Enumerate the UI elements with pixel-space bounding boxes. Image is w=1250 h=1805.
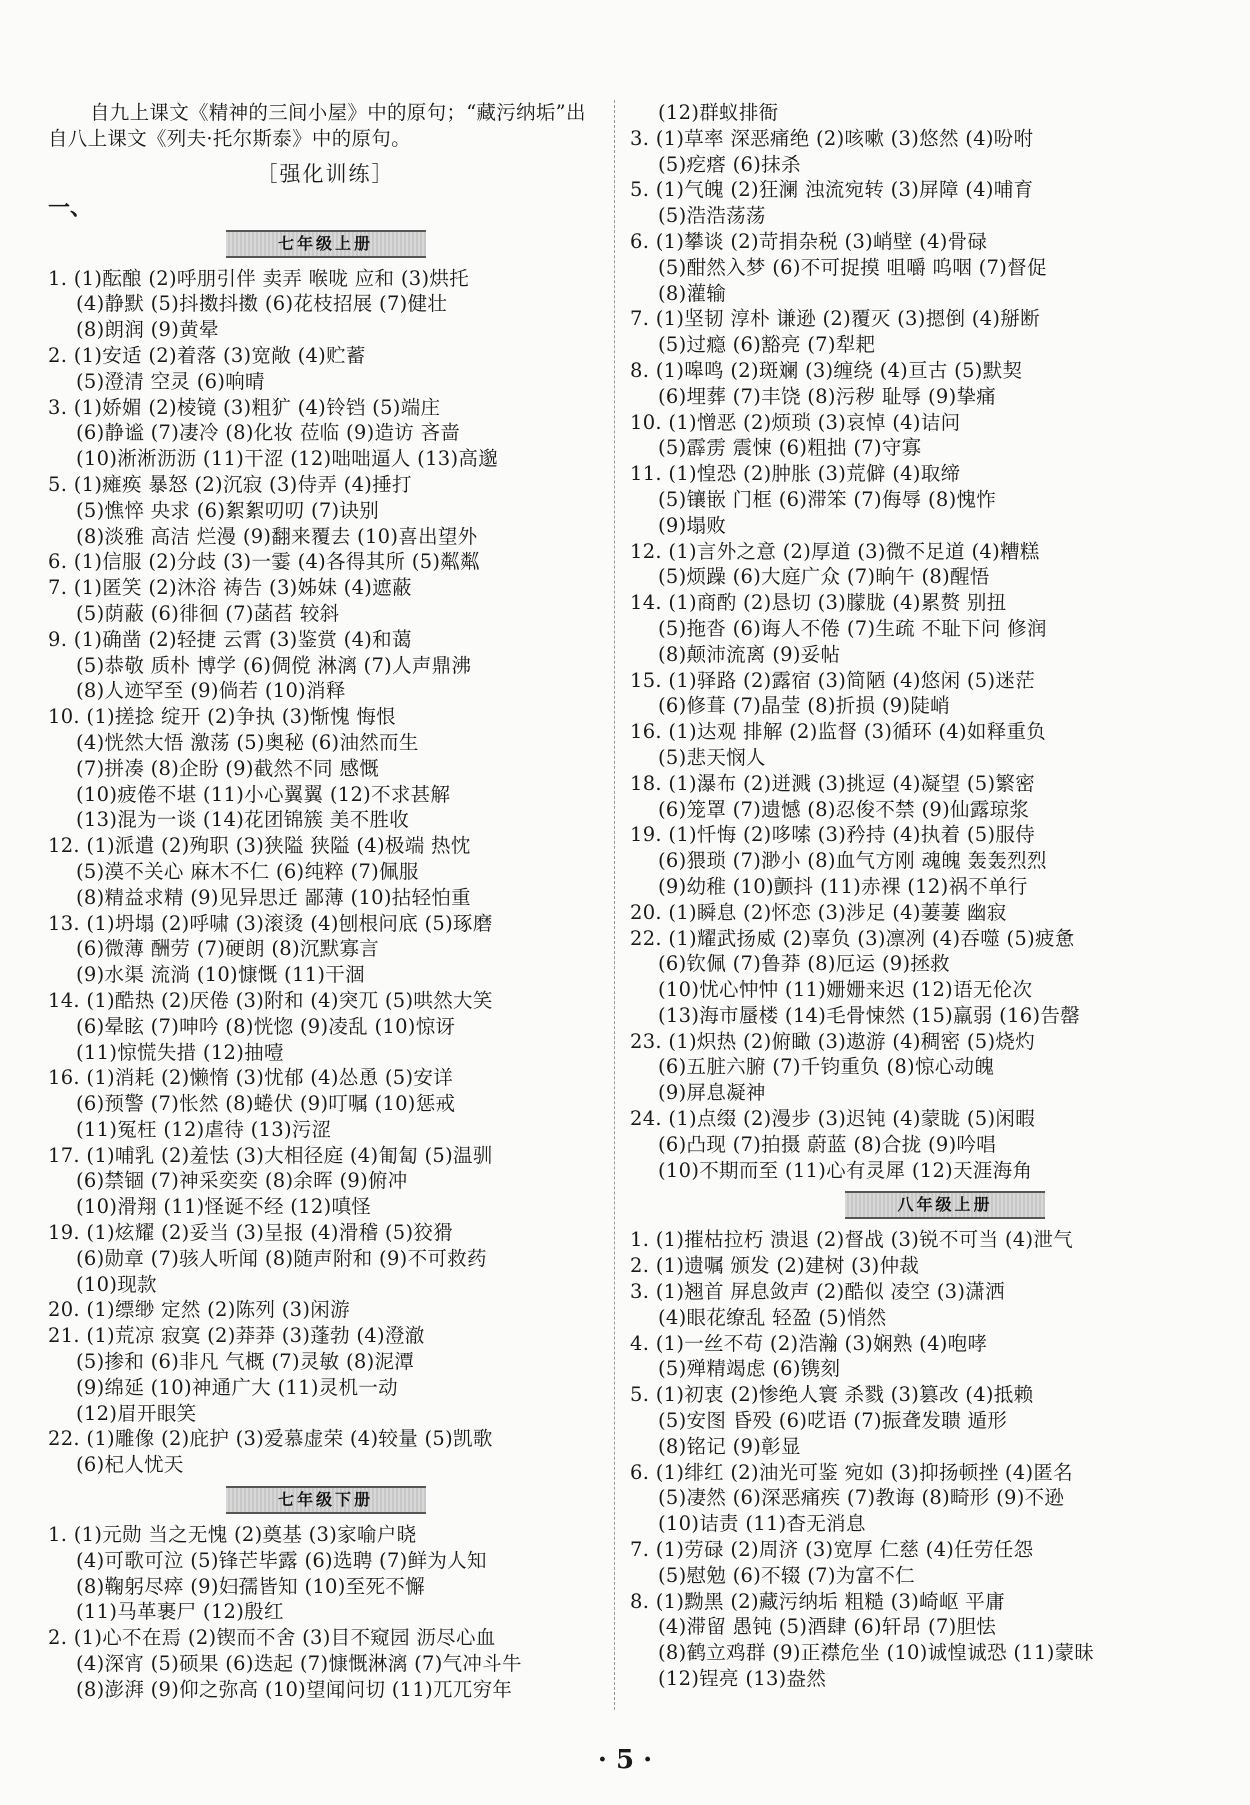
answer-line: 16. (1)达观 排解 (2)监督 (3)循环 (4)如释重负 <box>630 720 1047 744</box>
answer-line: (8)颠沛流离 (9)妥帖 <box>658 642 841 666</box>
answer-line: (5)烦躁 (6)大庭广众 (7)晌午 (8)醒悟 <box>658 565 990 589</box>
answer-line: (5)浩浩荡荡 <box>658 204 766 228</box>
answer-line: 5. (1)气魄 (2)狂澜 浊流宛转 (3)屏障 (4)哺育 <box>630 178 1034 202</box>
answer-line: (5)酣然入梦 (6)不可捉摸 咀嚼 呜咽 (7)督促 <box>658 255 1047 279</box>
answer-line: 23. (1)炽热 (2)俯瞰 (3)遨游 (4)稠密 (5)烧灼 <box>630 1029 1036 1053</box>
answer-line: (8)灌输 <box>658 281 727 305</box>
answer-line: (5)安图 昏殁 (6)呓语 (7)振聋发聩 遁形 <box>658 1409 1008 1433</box>
column-divider <box>614 100 615 1710</box>
answer-line: (4)深宵 (5)硕果 (6)迭起 (7)慷慨淋漓 (7)气冲斗牛 <box>76 1652 522 1676</box>
answer-line: 7. (1)坚韧 淳朴 谦逊 (2)覆灭 (3)摁倒 (4)掰断 <box>630 307 1040 331</box>
answer-line: (10)现款 <box>76 1272 157 1296</box>
answer-line: 18. (1)瀑布 (2)迸溅 (3)挑逗 (4)凝望 (5)繁密 <box>630 771 1036 795</box>
right-column <box>630 100 1220 1692</box>
answer-line: (11)冤枉 (12)虐待 (13)污涩 <box>76 1117 332 1141</box>
answer-line: (8)精益求精 (9)见异思迁 鄙薄 (10)拈轻怕重 <box>76 885 471 909</box>
answer-line: 8. (1)嗥鸣 (2)斑斓 (3)缠绕 (4)亘古 (5)默契 <box>630 358 1023 382</box>
answer-line: (9)塌败 <box>658 513 727 537</box>
answer-line: (6)钦佩 (7)鲁莽 (8)厄运 (9)拯救 <box>658 952 950 976</box>
answer-line: (10)淅淅沥沥 (11)干涩 (12)咄咄逼人 (13)高邈 <box>76 447 499 471</box>
answer-line: (10)疲倦不堪 (11)小心翼翼 (12)不求甚解 <box>76 782 451 806</box>
answer-line: (6)勋章 (7)骇人听闻 (8)随声附和 (9)不可救药 <box>76 1246 487 1270</box>
answer-line: (6)静谧 (7)凄冷 (8)化妆 莅临 (9)造访 吝啬 <box>76 421 461 445</box>
answer-line: (7)拼凑 (8)企盼 (9)截然不同 感慨 <box>76 756 380 780</box>
answer-line: 16. (1)消耗 (2)懒惰 (3)忧郁 (4)怂恿 (5)安详 <box>48 1066 454 1090</box>
grade-banner-7b: 七年级下册 <box>226 1486 426 1514</box>
answer-line: (12)锃亮 (13)盎然 <box>658 1667 827 1691</box>
answer-line: 5. (1)瘫痪 暴怒 (2)沉寂 (3)侍弄 (4)捶打 <box>48 472 412 496</box>
answer-line: (5)澄清 空灵 (6)响晴 <box>76 369 265 393</box>
answer-line: (10)滑翔 (11)怪诞不经 (12)嗔怪 <box>76 1195 372 1219</box>
intro-line-2: 自八上课文《列夫·托尔斯泰》中的原句。 <box>48 126 411 150</box>
answer-line: 12. (1)派遣 (2)殉职 (3)狭隘 狭隘 (4)极端 热忱 <box>48 834 471 858</box>
answer-line: (6)禁锢 (7)神采奕奕 (8)余晖 (9)俯冲 <box>76 1169 408 1193</box>
answer-line: (6)微薄 酬劳 (7)硬朗 (8)沉默寡言 <box>76 937 380 961</box>
answer-line: 19. (1)炫耀 (2)妥当 (3)呈报 (4)滑稽 (5)狡猾 <box>48 1221 454 1245</box>
answer-line: 3. (1)草率 深恶痛绝 (2)咳嗽 (3)悠然 (4)吩咐 <box>630 126 1034 150</box>
answer-line: 15. (1)驿路 (2)露宿 (3)简陋 (4)悠闲 (5)迷茫 <box>630 668 1036 692</box>
answer-list-8a <box>630 1227 1220 1691</box>
answer-line: (9)幼稚 (10)颤抖 (11)赤裸 (12)祸不单行 <box>658 874 1028 898</box>
answer-line: (5)漠不关心 麻木不仁 (6)纯粹 (7)佩服 <box>76 859 419 883</box>
answer-line: (6)猥琐 (7)渺小 (8)血气方刚 魂魄 轰轰烈烈 <box>658 849 1047 873</box>
answer-line: (5)憔悴 央求 (6)絮絮叨叨 (7)诀别 <box>76 498 380 522</box>
section-title: ［强化训练］ <box>256 161 395 186</box>
answer-line: (9)绵延 (10)神通广大 (11)灵机一动 <box>76 1375 398 1399</box>
grade-banner-8a: 八年级上册 <box>845 1191 1045 1219</box>
answer-line: 2. (1)遗嘱 颁发 (2)建树 (3)仲裁 <box>630 1254 920 1278</box>
answer-line: (5)过瘾 (6)豁亮 (7)犁耙 <box>658 333 876 357</box>
answer-line: (6)五脏六腑 (7)千钧重负 (8)惊心动魄 <box>658 1055 995 1079</box>
answer-line: (5)荫蔽 (6)徘徊 (7)菡萏 较斜 <box>76 601 340 625</box>
part-label: 一、 <box>48 194 93 221</box>
answer-line: 10. (1)搓捻 绽开 (2)争执 (3)惭愧 悔恨 <box>48 705 396 729</box>
answer-line: 7. (1)劳碌 (2)周济 (3)宽厚 仁慈 (4)任劳任怨 <box>630 1538 1034 1562</box>
answer-line: (8)鞠躬尽瘁 (9)妇孺皆知 (10)至死不懈 <box>76 1574 425 1598</box>
answer-line: (8)淡雅 高洁 烂漫 (9)翻来覆去 (10)喜出望外 <box>76 524 478 548</box>
answer-line: (8)鹤立鸡群 (9)正襟危坐 (10)诚惶诚恐 (11)蒙昧 <box>658 1641 1095 1665</box>
answer-line: (6)笼罩 (7)遗憾 (8)忍俊不禁 (9)仙露琼浆 <box>658 797 1030 821</box>
intro-line-1: 自九上课文《精神的三间小屋》中的原句；“藏污纳垢”出 <box>90 101 586 124</box>
answer-line: (4)恍然大悟 激荡 (5)奥秘 (6)油然而生 <box>76 730 419 754</box>
answer-line: 21. (1)荒凉 寂寞 (2)莽莽 (3)蓬勃 (4)澄澈 <box>48 1324 425 1348</box>
answer-line: 2. (1)安适 (2)着落 (3)宽敞 (4)贮蓄 <box>48 343 366 367</box>
answer-line: 20. (1)瞬息 (2)怀恋 (3)涉足 (4)萋萋 幽寂 <box>630 900 1007 924</box>
answer-line: 6. (1)攀谈 (2)苛捐杂税 (3)峭壁 (4)骨碌 <box>630 229 988 253</box>
answer-line: (12)眉开眼笑 <box>76 1401 197 1425</box>
answer-line: (6)凸现 (7)拍摄 蔚蓝 (8)合拢 (9)吟唱 <box>658 1132 997 1156</box>
answer-line: 8. (1)黝黑 (2)藏污纳垢 粗糙 (3)崎岖 平庸 <box>630 1589 1005 1613</box>
answer-line: 12. (1)言外之意 (2)厚道 (3)微不足道 (4)糟糕 <box>630 539 1040 563</box>
answer-line: (8)朗润 (9)黄晕 <box>76 318 219 342</box>
answer-line: (5)慰勉 (6)不辍 (7)为富不仁 <box>658 1563 915 1587</box>
answer-line: (6)修葺 (7)晶莹 (8)折损 (9)陡峭 <box>658 694 950 718</box>
answer-line: (13)海市蜃楼 (14)毛骨悚然 (15)羸弱 (16)告罄 <box>658 1003 1081 1027</box>
answer-line: (8)澎湃 (9)仰之弥高 (10)望闻问切 (11)兀兀穷年 <box>76 1677 513 1701</box>
answer-line: 1. (1)酝酿 (2)呼朋引伴 卖弄 喉咙 应和 (3)烘托 <box>48 266 469 290</box>
answer-line: 5. (1)初衷 (2)惨绝人寰 杀戮 (3)篡改 (4)抵赖 <box>630 1383 1034 1407</box>
answer-line: 14. (1)酷热 (2)厌倦 (3)附和 (4)突兀 (5)哄然大笑 <box>48 988 493 1012</box>
answer-line: 20. (1)缥缈 定然 (2)陈列 (3)闲游 <box>48 1298 350 1322</box>
answer-line: (5)霹雳 震悚 (6)粗拙 (7)守寡 <box>658 436 922 460</box>
answer-line: (8)铭记 (9)彰显 <box>658 1434 801 1458</box>
answer-line: (5)镶嵌 门框 (6)滞笨 (7)侮辱 (8)愧怍 <box>658 487 997 511</box>
answer-line: 11. (1)惶恐 (2)肿胀 (3)荒僻 (4)取缔 <box>630 462 961 486</box>
answer-line: 22. (1)耀武扬威 (2)辜负 (3)凛冽 (4)吞噬 (5)疲惫 <box>630 926 1075 950</box>
answer-line: (4)可歌可泣 (5)锋芒毕露 (6)选聘 (7)鲜为人知 <box>76 1548 487 1572</box>
answer-line: (6)杞人忧天 <box>76 1453 184 1477</box>
answer-line: (6)晕眩 (7)呻吟 (8)恍惚 (9)凌乱 (10)惊讶 <box>76 1014 456 1038</box>
answer-line: 22. (1)雕像 (2)庇护 (3)爱慕虚荣 (4)较量 (5)凯歌 <box>48 1427 493 1451</box>
answer-line: (9)屏息凝神 <box>658 1081 766 1105</box>
answer-list-7a <box>48 266 603 1478</box>
answer-line: 3. (1)娇媚 (2)棱镜 (3)粗犷 (4)铃铛 (5)端庄 <box>48 395 441 419</box>
page-number: · 5 · <box>597 1745 653 1775</box>
answer-line: 4. (1)一丝不苟 (2)浩瀚 (3)娴熟 (4)咆哮 <box>630 1331 988 1355</box>
answer-line: (10)忧心忡忡 (11)姗姗来迟 (12)语无伦次 <box>658 978 1033 1002</box>
answer-line: (5)殚精竭虑 (6)镌刻 <box>658 1357 841 1381</box>
answer-line: 10. (1)憎恶 (2)烦琐 (3)哀悼 (4)诘问 <box>630 410 961 434</box>
answer-line: (10)不期而至 (11)心有灵犀 (12)天涯海角 <box>658 1158 1033 1182</box>
answer-line: (6)埋葬 (7)丰饶 (8)污秽 耻辱 (9)挚痛 <box>658 384 997 408</box>
answer-line: 24. (1)点缀 (2)漫步 (3)迟钝 (4)蒙眬 (5)闲暇 <box>630 1107 1036 1131</box>
answer-line: 3. (1)翘首 屏息敛声 (2)酷似 凌空 (3)潇洒 <box>630 1280 1005 1304</box>
answer-line: (5)凄然 (6)深恶痛疾 (7)教诲 (8)畸形 (9)不逊 <box>658 1486 1065 1510</box>
answer-list-7b <box>48 1522 603 1703</box>
answer-line: 1. (1)元勋 当之无愧 (2)奠基 (3)家喻户晓 <box>48 1523 417 1547</box>
answer-line: (12)群蚁排衙 <box>658 101 779 124</box>
answer-line: (4)静默 (5)抖擞抖擞 (6)花枝招展 (7)健壮 <box>76 292 448 316</box>
answer-line: (11)马革裹尸 (12)殷红 <box>76 1600 284 1624</box>
answer-line: 6. (1)绯红 (2)油光可鉴 宛如 (3)抑扬顿挫 (4)匿名 <box>630 1460 1073 1484</box>
answer-line: (5)悲天悯人 <box>658 745 766 769</box>
answer-line: (5)拖沓 (6)诲人不倦 (7)生疏 不耻下问 修润 <box>658 616 1047 640</box>
answer-line: (13)混为一谈 (14)花团锦簇 美不胜收 <box>76 808 410 832</box>
answer-line: 6. (1)信服 (2)分歧 (3)一霎 (4)各得其所 (5)粼粼 <box>48 550 480 574</box>
answer-line: (11)惊慌失措 (12)抽噎 <box>76 1040 284 1064</box>
answer-line: (8)人迹罕至 (9)倘若 (10)消释 <box>76 679 346 703</box>
answer-line: 14. (1)商酌 (2)恳切 (3)朦胧 (4)累赘 别扭 <box>630 591 1007 615</box>
answer-line: (6)预警 (7)怅然 (8)蜷伏 (9)叮嘱 (10)惩戒 <box>76 1092 456 1116</box>
answer-line: (5)疙瘩 (6)抹杀 <box>658 152 801 176</box>
answer-line: 9. (1)确凿 (2)轻捷 云霄 (3)鉴赏 (4)和蔼 <box>48 627 412 651</box>
answer-list-7b-cont <box>630 100 1220 1183</box>
answer-line: 7. (1)匿笑 (2)沐浴 祷告 (3)姊妹 (4)遮蔽 <box>48 576 412 600</box>
answer-line: (9)水渠 流淌 (10)慷慨 (11)干涸 <box>76 963 365 987</box>
answer-line: 19. (1)忏悔 (2)哆嗦 (3)矜持 (4)执着 (5)服侍 <box>630 823 1036 847</box>
answer-line: 13. (1)坍塌 (2)呼啸 (3)滚烫 (4)刨根问底 (5)琢磨 <box>48 911 493 935</box>
answer-line: (4)滞留 愚钝 (5)酒肆 (6)轩昂 (7)胆怯 <box>658 1615 997 1639</box>
answer-line: (5)恭敬 质朴 博学 (6)倜傥 淋漓 (7)人声鼎沸 <box>76 653 472 677</box>
grade-banner-7a: 七年级上册 <box>226 230 426 258</box>
answer-line: 2. (1)心不在焉 (2)锲而不舍 (3)目不窥园 沥尽心血 <box>48 1626 496 1650</box>
left-column <box>48 100 603 1703</box>
answer-line: (10)诘责 (11)杳无消息 <box>658 1512 866 1536</box>
answer-line: 1. (1)摧枯拉朽 溃退 (2)督战 (3)锐不可当 (4)泄气 <box>630 1228 1073 1252</box>
answer-line: (4)眼花缭乱 轻盈 (5)悄然 <box>658 1305 887 1329</box>
answer-line: (5)掺和 (6)非凡 气概 (7)灵敏 (8)泥潭 <box>76 1350 415 1374</box>
answer-line: 17. (1)哺乳 (2)羞怯 (3)大相径庭 (4)匍匐 (5)温驯 <box>48 1143 493 1167</box>
